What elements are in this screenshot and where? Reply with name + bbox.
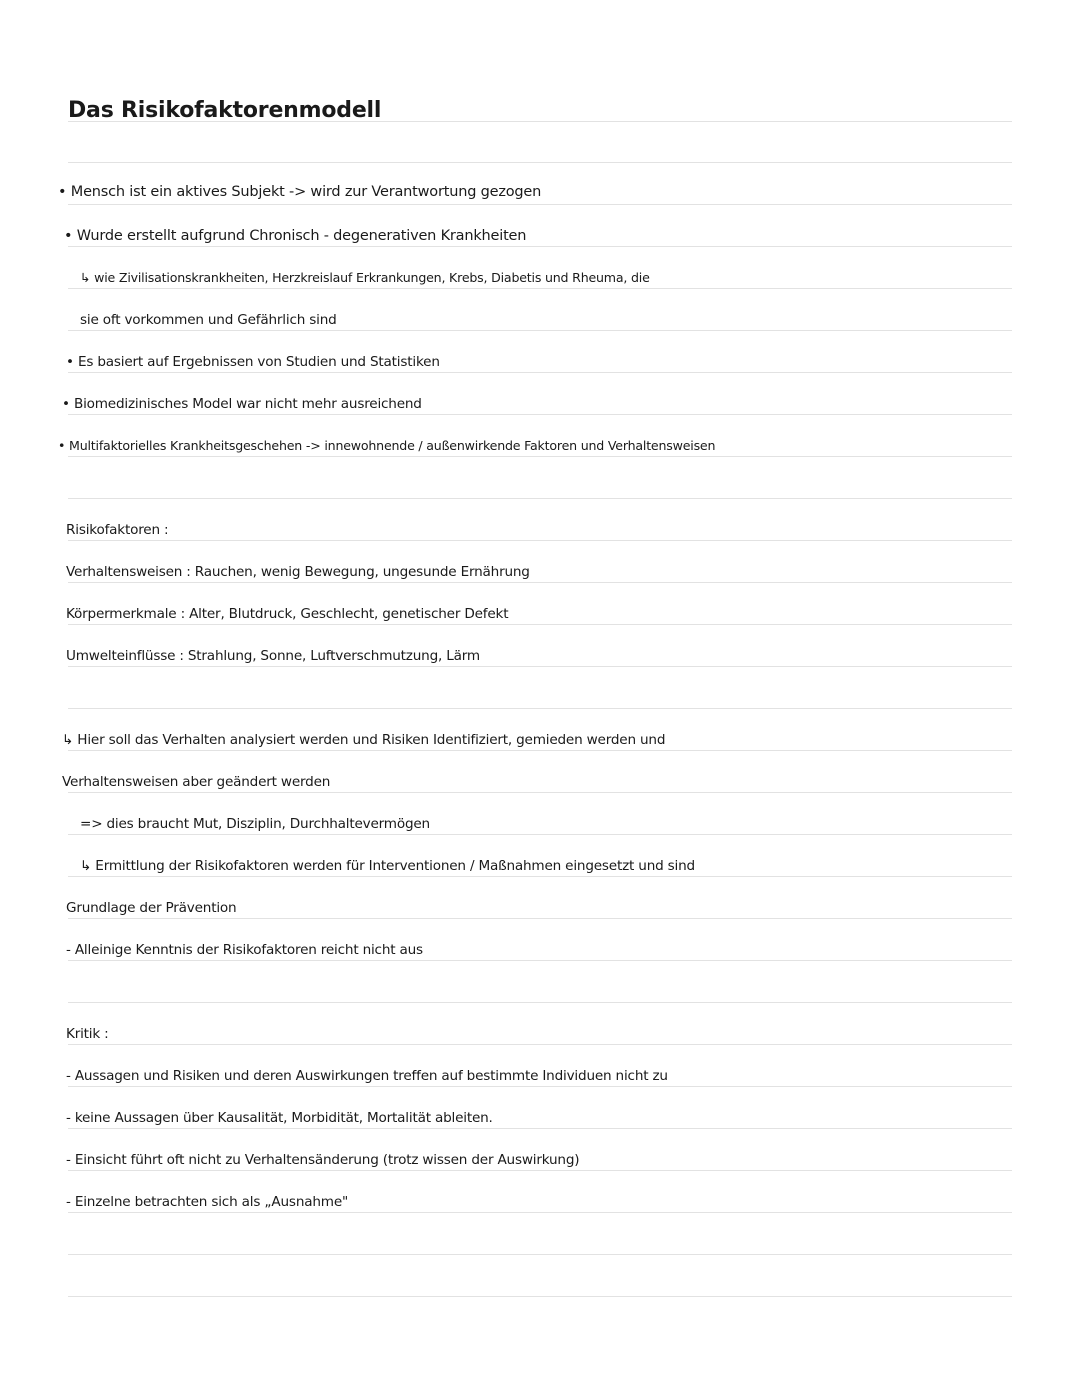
section-heading-critique: Kritik :: [66, 1026, 109, 1042]
section-heading-risk-factors: Risikofaktoren :: [66, 522, 169, 538]
ruled-line: [68, 876, 1012, 877]
ruled-line: [68, 540, 1012, 541]
intro-line: • Biomedizinisches Model war nicht mehr ausreichend: [62, 396, 422, 412]
ruled-line: [68, 582, 1012, 583]
ruled-line: [68, 792, 1012, 793]
ruled-line: [68, 750, 1012, 751]
ruled-line: [68, 498, 1012, 499]
intro-line: ↳ wie Zivilisationskrankheiten, Herzkreislauf Erkrankungen, Krebs, Diabetis und Rheuma, die: [80, 270, 650, 285]
ruled-line: [68, 162, 1012, 163]
ruled-line: [68, 246, 1012, 247]
intro-line: • Es basiert auf Ergebnissen von Studien und Statistiken: [66, 354, 440, 370]
intro-line: • Mensch ist ein aktives Subjekt -> wird zur Verantwortung gezogen: [58, 184, 542, 200]
intro-line: sie oft vorkommen und Gefährlich sind: [80, 312, 337, 328]
ruled-line: [68, 330, 1012, 331]
ruled-line: [68, 1296, 1012, 1297]
ruled-line: [68, 834, 1012, 835]
ruled-line: [68, 1002, 1012, 1003]
ruled-line: [68, 204, 1012, 205]
intro-line: • Multifaktorielles Krankheitsgeschehen -> innewohnende / außenwirkende Faktoren und Verhaltensweisen: [58, 438, 716, 453]
risk-item: Körpermerkmale : Alter, Blutdruck, Geschlecht, genetischer Defekt: [66, 606, 509, 622]
ruled-line: [68, 1086, 1012, 1087]
ruled-line: [68, 288, 1012, 289]
analysis-line: - Alleinige Kenntnis der Risikofaktoren reicht nicht aus: [66, 942, 423, 958]
ruled-line: [68, 456, 1012, 457]
ruled-line: [68, 624, 1012, 625]
critique-item: - keine Aussagen über Kausalität, Morbidität, Mortalität ableiten.: [66, 1110, 493, 1126]
ruled-line: [68, 1212, 1012, 1213]
analysis-line: Verhaltensweisen aber geändert werden: [62, 774, 331, 790]
ruled-line: [68, 666, 1012, 667]
analysis-line: ↳ Ermittlung der Risikofaktoren werden für Interventionen / Maßnahmen eingesetzt und sind: [80, 858, 695, 874]
ruled-line: [68, 1128, 1012, 1129]
intro-line: • Wurde erstellt aufgrund Chronisch - degenerativen Krankheiten: [64, 228, 527, 244]
ruled-line: [68, 708, 1012, 709]
ruled-line: [68, 372, 1012, 373]
critique-item: - Aussagen und Risiken und deren Auswirkungen treffen auf bestimmte Individuen nicht zu: [66, 1068, 668, 1084]
analysis-line: ↳ Hier soll das Verhalten analysiert werden und Risiken Identifiziert, gemieden werden und: [62, 732, 666, 748]
risk-item: Umwelteinflüsse : Strahlung, Sonne, Luftverschmutzung, Lärm: [66, 648, 480, 664]
page-title: Das Risikofaktorenmodell: [68, 98, 382, 123]
analysis-line: => dies braucht Mut, Disziplin, Durchhaltevermögen: [80, 816, 430, 832]
ruled-line: [68, 1044, 1012, 1045]
critique-item: - Einzelne betrachten sich als „Ausnahme": [66, 1194, 349, 1210]
ruled-line: [68, 414, 1012, 415]
ruled-line: [68, 1170, 1012, 1171]
risk-item: Verhaltensweisen : Rauchen, wenig Bewegung, ungesunde Ernährung: [66, 564, 530, 580]
ruled-line: [68, 960, 1012, 961]
critique-item: - Einsicht führt oft nicht zu Verhaltensänderung (trotz wissen der Auswirkung): [66, 1152, 580, 1168]
ruled-line: [68, 918, 1012, 919]
ruled-line: [68, 1254, 1012, 1255]
analysis-line: Grundlage der Prävention: [66, 900, 237, 916]
